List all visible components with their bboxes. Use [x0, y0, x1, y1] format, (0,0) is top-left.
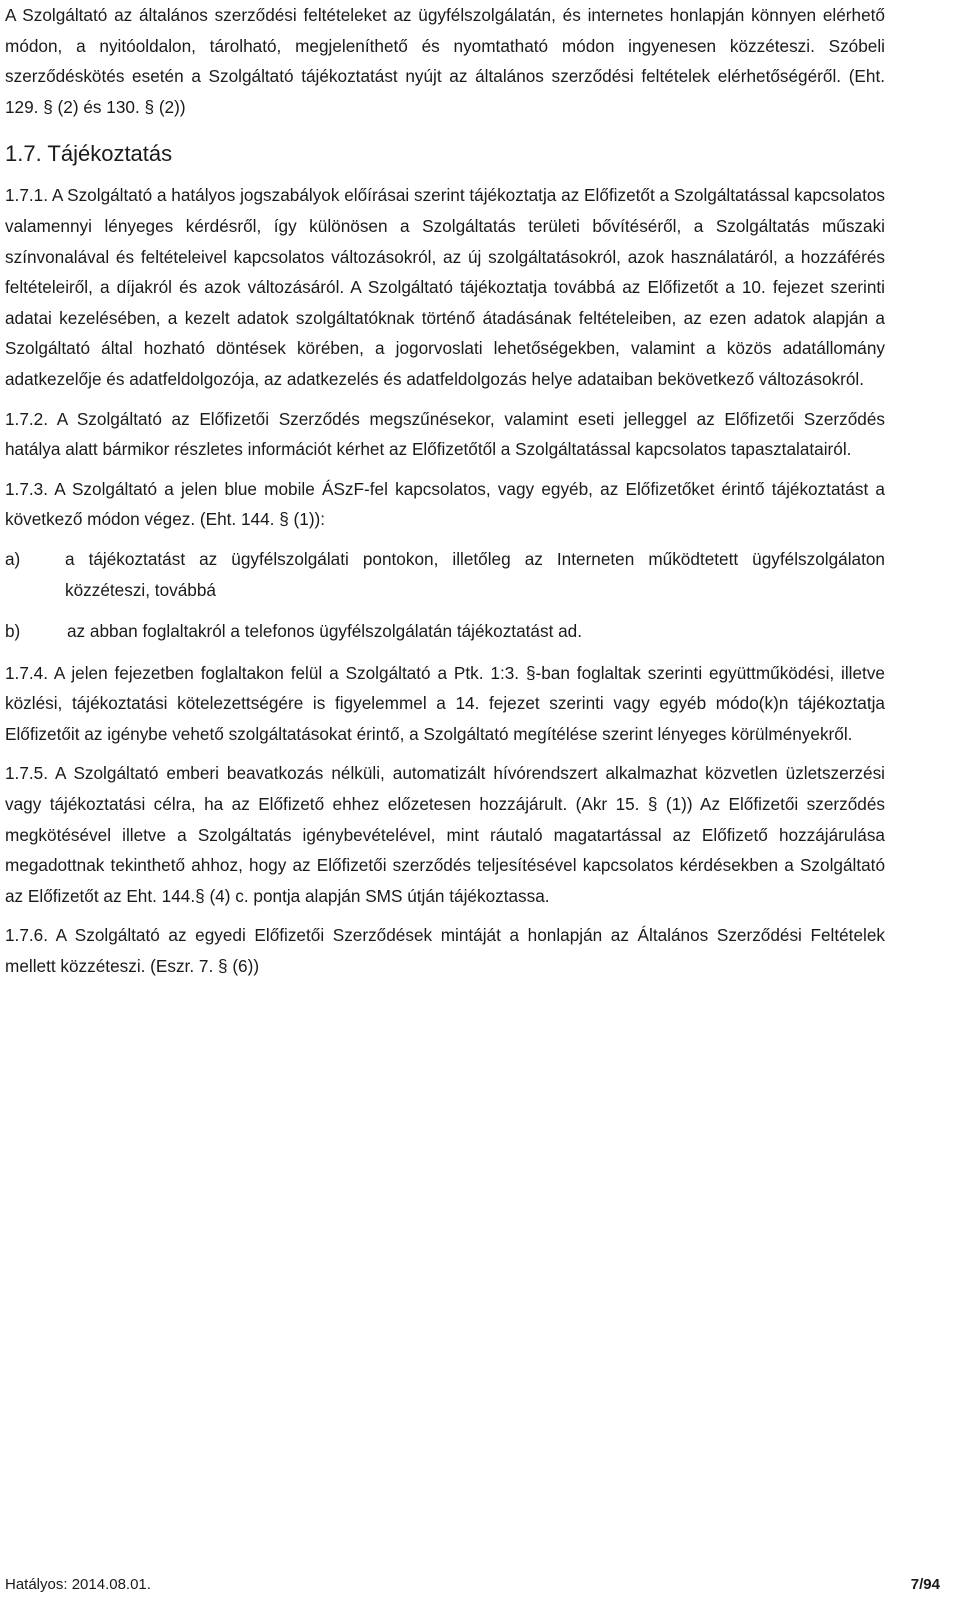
paragraph-1-7-5: 1.7.5. A Szolgáltató emberi beavatkozás nélküli, automatizált hívórendszert alkalmazhat közvetlen üzletszerzési vagy tájékoztatási célra, ha az Előfizető ehhez előzetesen hozzájárult. (Akr 15. § (1)) Az Előfizetői szerződés megkötésével illetve a Szolgáltatás igénybevételével, mint ráutaló magatartással az Előfizető hozzájárulása megadottnak tekinthető ahhoz, hogy az Előfizetői szerződés teljesítésével kapcsolatos kérdésekben a Szolgáltató az Előfizetőt az Eht. 144.§ (4) c. pontja alapján SMS útján tájékoztassa. [5, 763, 885, 906]
list-marker-a: a) [5, 548, 21, 569]
intro-paragraph: A Szolgáltató az általános szerződési feltételeket az ügyfélszolgálatán, és internetes honlapján könnyen elérhető módon, a nyitóoldalon, tárolható, megjeleníthető és nyomtatható módon ingyenesen közzéteszi. Szóbeli szerződéskötés esetén a Szolgáltató tájékoztatást nyújt az általános szerződési feltételek elérhetőségéről. (Eht. 129. § (2) és 130. § (2)) [5, 5, 885, 117]
page-footer [5, 1575, 940, 1595]
list-text-a: a tájékoztatást az ügyfélszolgálati pontokon, illetőleg az Interneten működtetett ügyfélszolgálaton közzéteszi, továbbá [65, 548, 885, 600]
paragraph-1-7-3: 1.7.3. A Szolgáltató a jelen blue mobile ÁSzF-fel kapcsolatos, vagy egyéb, az Előfizetőket érintő tájékoztatást a következő módon végez. (Eht. 144. § (1)): [5, 478, 885, 530]
paragraph-1-7-1: 1.7.1. A Szolgáltató a hatályos jogszabályok előírásai szerint tájékoztatja az Előfizetőt a Szolgáltatással kapcsolatos valamennyi lényeges kérdésről, így különösen a Szolgáltatás területi bővítéséről, a Szolgáltatás műszaki színvonalával és feltételeivel kapcsolatos változásokról, az új szolgáltatásokról, azok használatáról, a hozzáférés feltételeiről, a díjakról és azok változásáról. A Szolgáltató tájékoztatja továbbá az Előfizetőt a 10. fejezet szerinti adatai kezelésében, a kezelt adatok szolgáltatóknak történő átadásának feltételeiben, az ezen adatok alapján a Szolgáltató által hozható döntések körében, a jogorvoslati lehetőségekben, valamint a közös adatállomány adatkezelője és adatfeldolgozója, az adatkezelés és adatfeldolgozás helye adataiban bekövetkező változásokról. [5, 185, 885, 389]
list-item-a [5, 544, 885, 605]
list-marker-b: b) [5, 621, 21, 642]
paragraph-1-7-2: 1.7.2. A Szolgáltató az Előfizetői Szerződés megszűnésekor, valamint eseti jelleggel az Előfizetői Szerződés hatálya alatt bármikor részletes információt kérhet az Előfizetőtől a Szolgáltatással kapcsolatos tapasztalatairól. [5, 408, 885, 460]
paragraph-1-7-6: 1.7.6. A Szolgáltató az egyedi Előfizetői Szerződések mintáját a honlapján az Általános Szerződési Feltételek mellett közzéteszi. (Eszr. 7. § (6)) [5, 925, 885, 977]
page-number: 7/94 [910, 1576, 940, 1593]
list-item-b [5, 616, 885, 647]
list-text-b: az abban foglaltakról a telefonos ügyfélszolgálatán tájékoztatást ad. [67, 621, 583, 642]
section-heading: 1.7. Tájékoztatás [5, 141, 173, 167]
document-page [5, 0, 885, 991]
effective-date: Hatályos: 2014.08.01. [5, 1576, 151, 1593]
paragraph-1-7-4: 1.7.4. A jelen fejezetben foglaltakon felül a Szolgáltató a Ptk. 1:3. §-ban foglaltak szerinti együttműködési, illetve közlési, tájékoztatási kötelezettségére is figyelemmel a 14. fejezet szerinti vagy egyéb módo(k)n tájékoztatja Előfizetőit az igénybe vehető szolgáltatásokat érintő, a Szolgáltató megítélése szerint lényeges körülményekről. [5, 662, 885, 744]
